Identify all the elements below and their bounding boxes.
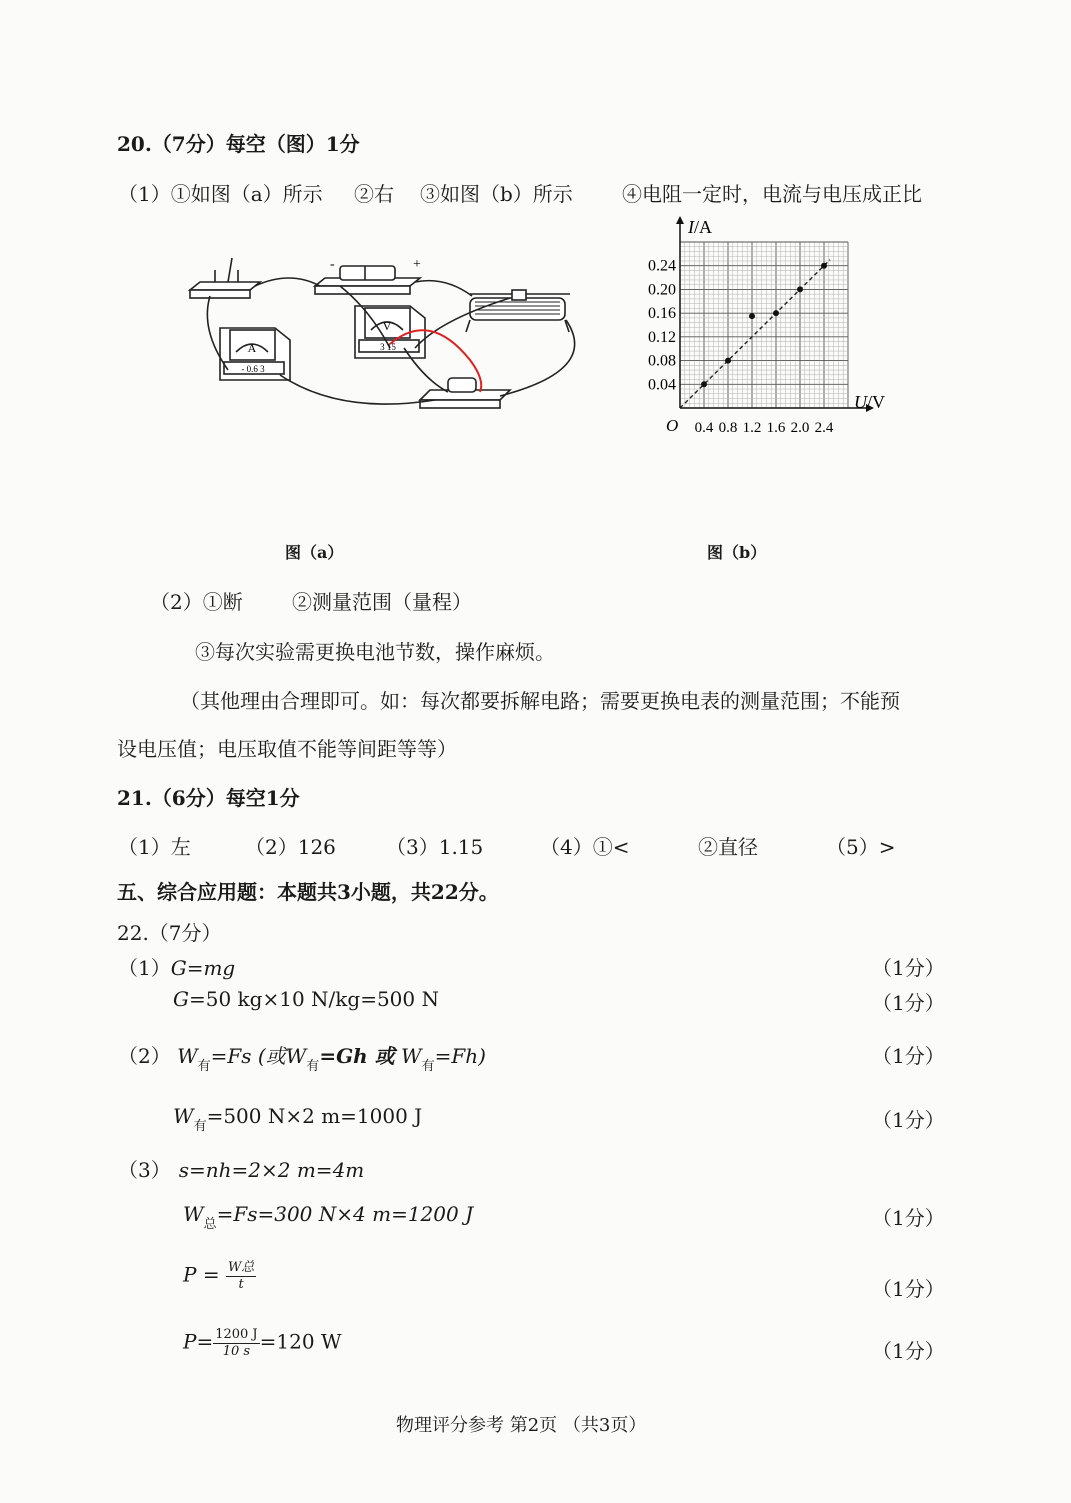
q22-line8-numerator: 1200 J bbox=[215, 1327, 258, 1342]
x-tick-label: 0.8 bbox=[718, 420, 738, 436]
x-axis-label-quantity: U bbox=[854, 392, 867, 412]
q21-heading: 21.（6分）每空1分 bbox=[117, 786, 300, 810]
y-tick-label: 0.12 bbox=[648, 328, 676, 346]
q22-line7 bbox=[183, 1260, 256, 1292]
q22-line1 bbox=[118, 952, 235, 981]
q22-line6-sub: 总 bbox=[203, 1217, 217, 1232]
page-footer: 物理评分参考 第2页 （共3页） bbox=[396, 1415, 647, 1436]
data-point bbox=[701, 381, 707, 387]
q20-heading: 20.（7分）每空（图）1分 bbox=[117, 132, 360, 156]
q20-answer-1-1: （1）①如图（a）所示 bbox=[118, 182, 323, 206]
q22-line3-w2: W bbox=[285, 1044, 307, 1068]
q22-line3-sub3: 有 bbox=[421, 1059, 435, 1074]
q21-answer-3: （3）1.15 bbox=[386, 835, 484, 859]
q22-line3-c: =Fh) bbox=[434, 1044, 486, 1068]
iu-graph bbox=[630, 212, 900, 442]
data-point bbox=[821, 263, 827, 269]
q22-line3-sub1: 有 bbox=[197, 1059, 211, 1074]
q20-answer-2-2: ②测量范围（量程） bbox=[292, 590, 472, 614]
q22-line1-expr: G=mg bbox=[170, 956, 236, 980]
switch-icon bbox=[190, 258, 260, 298]
y-tick-label: 0.08 bbox=[648, 352, 676, 370]
q21-answer-6: （5）> bbox=[826, 835, 896, 859]
y-tick-label: 0.24 bbox=[648, 257, 676, 275]
q22-line3-a: =Fs (或 bbox=[210, 1044, 286, 1068]
battery-minus: - bbox=[330, 257, 335, 272]
q20-answer-1-2: ②右 bbox=[354, 182, 394, 206]
x-tick-label: 0.4 bbox=[694, 420, 714, 436]
y-tick-label: 0.20 bbox=[648, 281, 676, 299]
q21-answer-4: （4）①< bbox=[540, 835, 630, 859]
q22-line3-sub2: 有 bbox=[306, 1059, 320, 1074]
q21-answer-5: ②直径 bbox=[698, 835, 758, 859]
q22-line3 bbox=[118, 1040, 486, 1074]
y-axis-label bbox=[687, 217, 712, 237]
section-5-heading: 五、综合应用题：本题共3小题，共22分。 bbox=[117, 880, 499, 904]
q22-score-1: （1分） bbox=[872, 956, 945, 980]
q21-answer-2: （2）126 bbox=[245, 835, 336, 859]
q21-answer-1: （1）左 bbox=[118, 835, 191, 859]
y-tick-label: 0.04 bbox=[648, 376, 676, 394]
q20-note-line1: （其他理由合理即可。如：每次都要拆解电路；需要更换电表的测量范围；不能预 bbox=[180, 689, 900, 713]
q22-line8 bbox=[183, 1327, 342, 1359]
data-point bbox=[797, 286, 803, 292]
q22-line3-b: =Gh 或 bbox=[319, 1044, 395, 1068]
q22-line6 bbox=[183, 1202, 474, 1232]
q20-answer-1-4: ④电阻一定时，电流与电压成正比 bbox=[622, 182, 922, 206]
q22-line7-p: P = bbox=[183, 1262, 220, 1287]
q22-line6-w: W bbox=[183, 1202, 204, 1226]
q22-line6-expr: =Fs=300 N×4 m=1200 J bbox=[216, 1202, 474, 1226]
data-point bbox=[749, 313, 755, 319]
y-tick-label: 0.16 bbox=[648, 305, 676, 323]
x-tick-label: 2.4 bbox=[814, 420, 834, 436]
q22-line7-denominator: t bbox=[238, 1276, 244, 1292]
q22-line4-w: W bbox=[173, 1104, 194, 1128]
q22-line8-result: =120 W bbox=[259, 1329, 342, 1354]
caption-b: 图（b） bbox=[707, 543, 767, 562]
q22-line3-w3: W bbox=[401, 1044, 422, 1068]
q22-line5 bbox=[118, 1154, 364, 1183]
q22-line7-numerator: W总 bbox=[227, 1260, 255, 1275]
y-axis-label-unit: /A bbox=[694, 217, 712, 237]
q22-line4-expr: =500 N×2 m=1000 J bbox=[206, 1104, 423, 1128]
q22-line4-sub: 有 bbox=[193, 1119, 207, 1134]
q20-answer-1-3: ③如图（b）所示 bbox=[420, 182, 573, 206]
q22-line2 bbox=[173, 987, 439, 1011]
data-point bbox=[773, 310, 779, 316]
q20-note-line2: 设电压值；电压取值不能等间距等等） bbox=[117, 737, 457, 761]
voltmeter-scale: 3 15 bbox=[380, 342, 396, 352]
x-tick-label: 1.2 bbox=[742, 420, 762, 436]
q20-answer-2-1: （2）①断 bbox=[150, 590, 243, 614]
q22-line7-fraction bbox=[226, 1260, 256, 1292]
q22-line5-expr: s=nh=2×2 m=4m bbox=[178, 1158, 365, 1182]
q22-score-2: （1分） bbox=[872, 991, 945, 1015]
q22-line4 bbox=[173, 1104, 423, 1134]
q22-line3-prefix: （2） bbox=[118, 1044, 171, 1068]
battery-plus: + bbox=[413, 257, 421, 272]
q22-line2-expr: =50 kg×10 N/kg=500 N bbox=[188, 987, 439, 1011]
q22-line8-denominator: 10 s bbox=[222, 1343, 251, 1359]
data-point bbox=[725, 358, 731, 364]
rheostat-icon bbox=[466, 290, 570, 332]
caption-a: 图（a） bbox=[285, 543, 344, 562]
q22-line5-prefix: （3） bbox=[118, 1158, 171, 1182]
q22-score-3: （1分） bbox=[872, 1044, 945, 1068]
q22-line3-w1: W bbox=[177, 1044, 198, 1068]
ammeter-symbol: A bbox=[247, 341, 257, 355]
y-axis-label-quantity: I bbox=[688, 217, 694, 237]
q22-score-6: （1分） bbox=[872, 1277, 945, 1301]
x-axis-label bbox=[854, 392, 885, 412]
q22-line1-prefix: （1） bbox=[118, 956, 171, 980]
ammeter-scale: - 0.6 3 bbox=[241, 364, 265, 374]
q22-line8-fraction bbox=[213, 1327, 259, 1359]
origin-label: O bbox=[666, 416, 679, 435]
x-tick-label: 1.6 bbox=[766, 420, 786, 436]
q22-score-4: （1分） bbox=[872, 1108, 945, 1132]
x-tick-label: 2.0 bbox=[790, 420, 810, 436]
q20-answer-2-3: ③每次实验需更换电池节数，操作麻烦。 bbox=[195, 640, 555, 664]
q22-line8-p: P= bbox=[183, 1329, 214, 1354]
q22-line2-g: G bbox=[173, 987, 189, 1011]
q22-heading: 22.（7分） bbox=[117, 921, 222, 945]
q22-score-7: （1分） bbox=[872, 1339, 945, 1363]
circuit-diagram bbox=[180, 240, 600, 425]
y-axis-arrow bbox=[676, 216, 684, 224]
voltmeter-symbol: V bbox=[382, 319, 392, 333]
x-axis-label-unit: /V bbox=[867, 392, 885, 412]
q22-score-5: （1分） bbox=[872, 1206, 945, 1230]
